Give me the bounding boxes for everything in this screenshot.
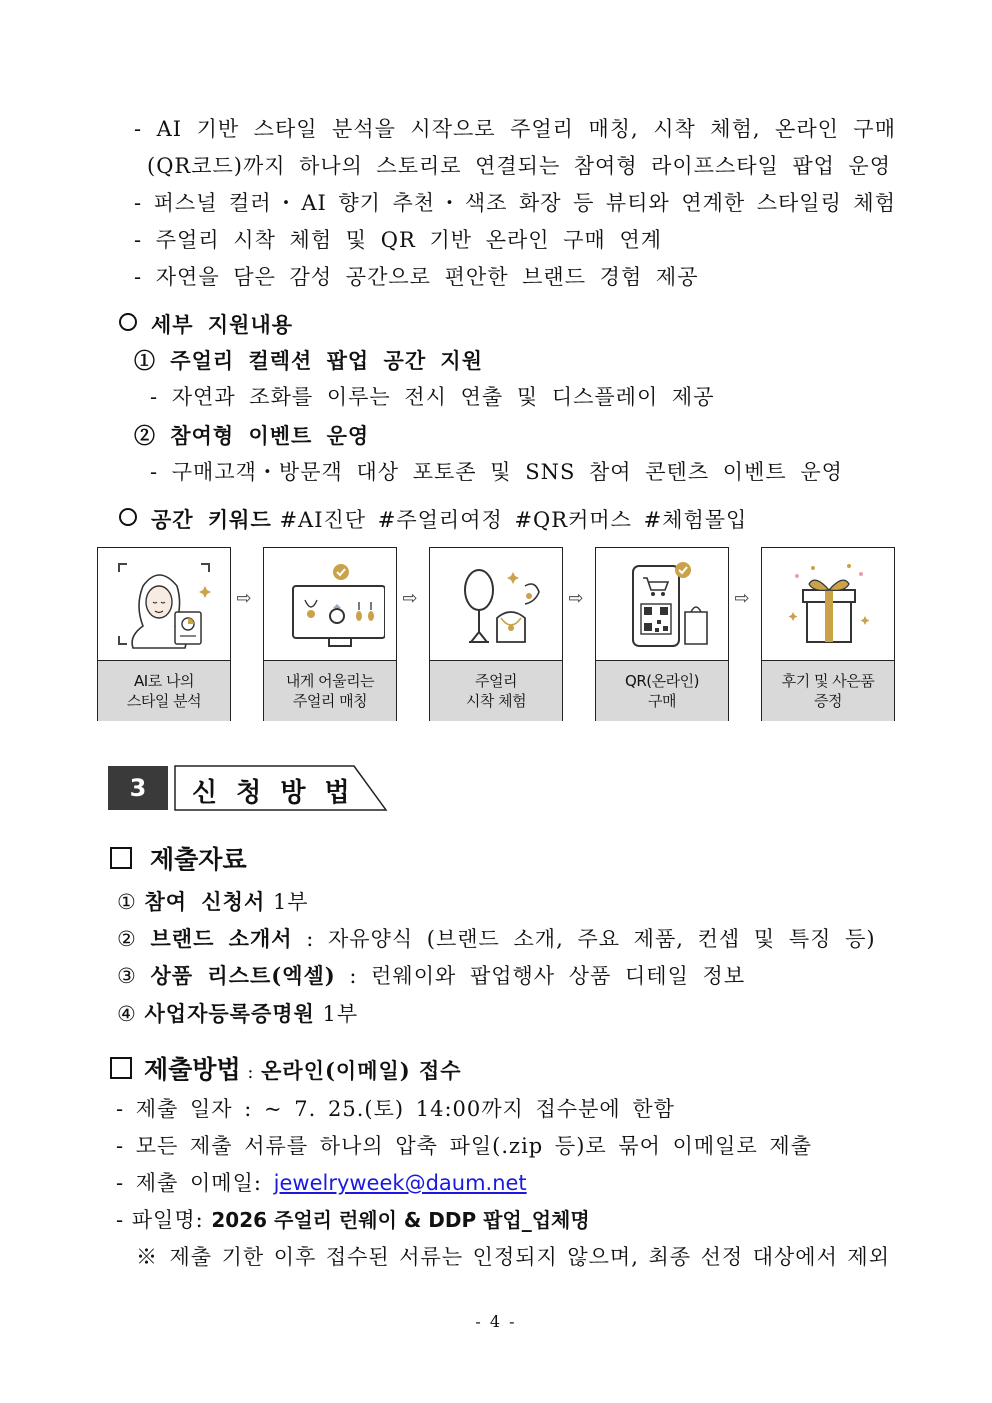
flow-arrow-icon: ⇨ [402,588,418,609]
keywords-line: 공간 키워드 #AI진단 #주얼리여정 #QR커머스 #체험몰입 [119,508,747,531]
intro-bullet-4: - 자연을 담은 감성 공간으로 편안한 브랜드 경험 제공 [134,265,699,289]
intro-bullet-1: - AI 기반 스타일 분석을 시작으로 주얼리 매칭, 시착 체험, 온라인 구매 [134,117,896,141]
flow-step-1-caption: AI로 나의 스타일 분석 [98,660,230,721]
checkbox-square-icon [110,847,132,869]
section-number-badge: 3 [108,766,168,810]
support-item-1-title: ① 주얼리 컬렉션 팝업 공간 지원 [134,348,483,373]
method-heading: 제출방법 : 온라인(이메일) 접수 [110,1057,462,1082]
jewelry-monitor-icon [264,548,396,660]
flow-step-3-caption: 주얼리 시착 체험 [430,660,562,721]
submission-item-2: ② 브랜드 소개서 : 자유양식 (브랜드 소개, 주요 제품, 컨셉 및 특징 등) [117,926,876,951]
face-analysis-icon [98,548,230,660]
method-note: ※ 제출 기한 이후 접수된 서류는 인정되지 않으며, 최종 선정 대상에서 제외 [136,1245,890,1269]
support-heading: 세부 지원내용 [119,313,293,335]
intro-bullet-2: - 퍼스널 컬러・AI 향기 추천・색조 화장 등 뷰티와 연계한 스타일링 체험 [134,191,896,215]
support-item-2-title: ② 참여형 이벤트 운영 [134,423,370,448]
flow-arrow-icon: ⇨ [734,588,750,609]
method-email-line: - 제출 이메일: jewelryweek@daum.net [116,1171,527,1195]
submission-item-4: ④ 사업자등록증명원 1부 [117,1001,359,1026]
support-item-2-desc: - 구매고객・방문객 대상 포토존 및 SNS 참여 콘텐츠 이벤트 운영 [150,460,843,484]
method-deadline: - 제출 일자 : ~ 7. 25.(토) 14:00까지 접수분에 한함 [116,1097,675,1121]
flow-step-3 [429,547,563,721]
flow-step-2-caption: 내게 어울리는 주얼리 매칭 [264,660,396,721]
flow-step-4 [595,547,729,721]
flow-step-4-caption: QR(온라인) 구매 [596,660,728,721]
intro-bullet-1-continued: (QR코드)까지 하나의 스토리로 연결되는 참여형 라이프스타일 팝업 운영 [147,154,891,178]
support-item-1-desc: - 자연과 조화를 이루는 전시 연출 및 디스플레이 제공 [150,385,715,409]
method-filename-line: - 파일명: 2026 주얼리 런웨이 & DDP 팝업_업체명 [116,1208,590,1232]
mirror-necklace-icon [430,548,562,660]
email-link[interactable]: jewelryweek@daum.net [273,1171,527,1195]
flow-step-2 [263,547,397,721]
circle-bullet-icon [119,313,137,331]
page-number: - 4 - [475,1312,517,1331]
flow-arrow-icon: ⇨ [236,588,252,609]
circle-bullet-icon [119,508,137,526]
section-title: 신 청 방 법 [192,778,355,808]
flow-step-5 [761,547,895,721]
flow-step-1 [97,547,231,721]
method-bundle: - 모든 제출 서류를 하나의 압축 파일(.zip 등)로 묶어 이메일로 제출 [116,1134,812,1158]
submission-heading: 제출자료 [110,847,247,872]
flow-step-5-caption: 후기 및 사은품 증정 [762,660,894,721]
qr-phone-icon [596,548,728,660]
gift-box-icon [762,548,894,660]
submission-item-3: ③ 상품 리스트(엑셀) : 런웨이와 팝업행사 상품 디테일 정보 [117,963,746,988]
flow-arrow-icon: ⇨ [568,588,584,609]
checkbox-square-icon [110,1057,132,1079]
intro-bullet-3: - 주얼리 시착 체험 및 QR 기반 온라인 구매 연계 [134,228,663,252]
submission-item-1: ① 참여 신청서 1부 [117,889,309,914]
